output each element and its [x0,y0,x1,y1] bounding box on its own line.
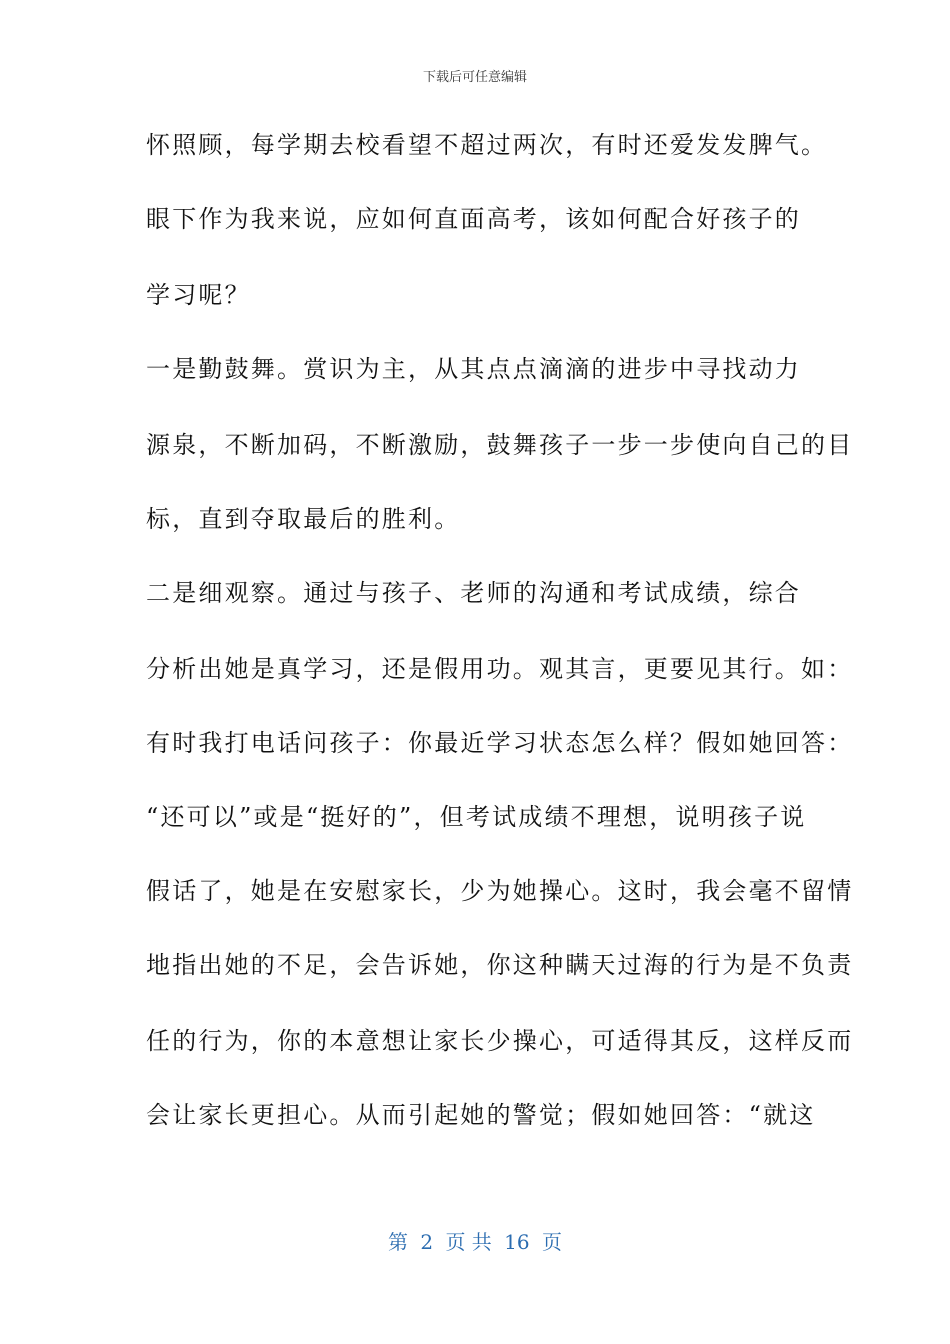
text-line-7: 二是细观察。通过与孩子、老师的沟通和考试成绩，综合 [146,579,801,607]
text-line-3: 学习呢？ [146,281,251,309]
page-header: 下载后可任意编辑 [422,70,527,85]
text-line-8: 分析出她是真学习，还是假用功。观其言，更要见其行。如： [146,655,854,683]
text-line-10: “还可以”或是“挺好的”，但考试成绩不理想，说明孩子说 [146,803,807,831]
footer-page-number: 2 [420,1230,434,1254]
page-footer [0,1226,950,1255]
text-line-9: 有时我打电话问孩子：你最近学习状态怎么样？假如她回答： [146,729,854,757]
footer-middle: 页 共 [445,1230,492,1254]
text-line-11: 假话了，她是在安慰家长，少为她操心。这时，我会毫不留情 [146,877,854,905]
text-line-4: 一是勤鼓舞。赏识为主，从其点点滴滴的进步中寻找动力 [146,355,801,383]
footer-prefix: 第 [388,1230,408,1254]
text-line-12: 地指出她的不足，会告诉她，你这种瞒天过海的行为是不负责 [146,951,854,979]
text-line-14: 会让家长更担心。从而引起她的警觉；假如她回答：“就这 [146,1101,816,1129]
text-line-1: 怀照顾，每学期去校看望不超过两次，有时还爱发发脾气。 [146,131,828,159]
text-line-2: 眼下作为我来说，应如何直面高考，该如何配合好孩子的 [146,205,801,233]
footer-total-pages: 16 [504,1230,530,1254]
text-line-13: 任的行为，你的本意想让家长少操心，可适得其反，这样反而 [146,1027,854,1055]
text-line-6: 标，直到夺取最后的胜利。 [146,505,461,533]
text-line-5: 源泉，不断加码，不断激励，鼓舞孩子一步一步使向自己的目 [146,431,854,459]
footer-suffix: 页 [541,1230,562,1254]
